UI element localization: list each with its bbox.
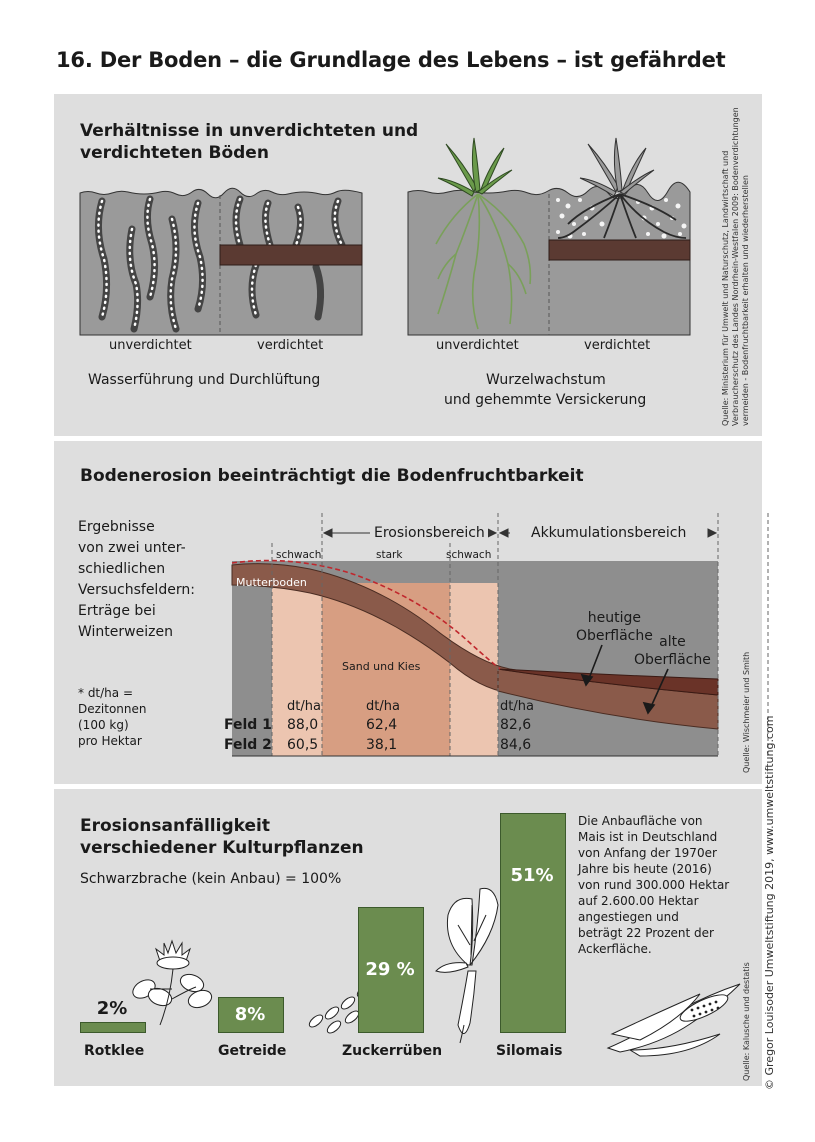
panel-soil-erosion (54, 441, 762, 784)
topsoil-label: Mutterboden (236, 576, 307, 589)
label-today-line1: heutige (587, 610, 642, 626)
section1-source-line2: Verbraucherschutz des Landes Nordrhein-Westfalen 2009: Bodenverdichtungen (731, 107, 740, 426)
zone-accumulation-label: Akkumulationsbereich (528, 525, 689, 541)
crop-label: Rotklee (84, 1043, 145, 1059)
section3-heading (80, 815, 364, 859)
unit-label-3: dt/ha (500, 699, 534, 714)
note-line: angestiegen und (578, 910, 679, 924)
caption-water-aeration: Wasserführung und Durchlüftung (88, 372, 321, 388)
note-line: beträgt 22 Prozent der (578, 926, 714, 940)
footnote-line: pro Hektar (78, 734, 142, 748)
label-old-line1: alte (659, 634, 686, 650)
intro-line: von zwei unter- (78, 540, 186, 556)
note-line: Ackerfläche. (578, 942, 652, 956)
section1-source-line1: Quelle: Ministerium für Umwelt und Naturschutz, Landwirtschaft und (721, 150, 730, 426)
field1-value-weak: 88,0 (287, 717, 319, 733)
section2-source: Quelle: Wischmeier und Smith (742, 651, 751, 773)
note-line: Jahre bis heute (2016) (578, 862, 712, 876)
section3-heading-line1: Erosionsanfälligkeit (80, 816, 270, 836)
field2-value-strong: 38,1 (366, 737, 398, 753)
footnote-line: (100 kg) (78, 718, 129, 732)
intro-line: Versuchsfeldern: (78, 582, 195, 598)
caption-root-growth-line1: Wurzelwachstum (486, 372, 606, 388)
page-title: 16. Der Boden – die Grundlage des Lebens – ist gefährdet (56, 48, 726, 72)
section3-subtitle: Schwarzbrache (kein Anbau) = 100% (80, 871, 342, 887)
copyright-notice: © Gregor Louisoder Umweltstiftung 2019, www.umweltstiftung.com (763, 715, 776, 1090)
note-line: auf 2.600.00 Hektar (578, 894, 699, 908)
maize-note (578, 813, 729, 957)
bar-rotklee (80, 1022, 146, 1033)
intro-line: schiedlichen (78, 561, 166, 577)
section3-heading-line2: verschiedener Kulturpflanzen (80, 838, 364, 858)
section2-intro (78, 517, 195, 643)
field2-value-accumulation: 84,6 (500, 737, 532, 753)
field1-value-strong: 62,4 (366, 717, 398, 733)
field2-label: Feld 2 (224, 737, 272, 753)
section1-source (721, 107, 751, 426)
zone-weak-label-1: schwach (276, 549, 322, 561)
section2-heading: Bodenerosion beeinträchtigt die Bodenfruchtbarkeit (80, 466, 584, 486)
label-old-surface (634, 633, 711, 669)
intro-line: Winterweizen (78, 624, 173, 640)
section3-source: Quelle: Kalusche und destatis (742, 962, 751, 1081)
bar-value-label: 51% (510, 865, 554, 886)
caption-root-growth-line2: und gehemmte Versickerung (444, 392, 647, 408)
label-uncompacted-right: unverdichtet (436, 338, 519, 353)
bar-value-label: 2% (96, 998, 128, 1019)
bar-value-label: 29 % (365, 959, 415, 980)
crop-label: Silomais (496, 1043, 563, 1059)
section1-heading (80, 120, 418, 164)
field1-label: Feld 1 (224, 717, 272, 733)
water-aeration-illustration (80, 189, 362, 339)
root-growth-illustration (408, 134, 690, 339)
unit-label-2: dt/ha (366, 699, 400, 714)
note-line: Mais ist in Deutschland (578, 830, 718, 844)
footnote-line: Dezitonnen (78, 702, 147, 716)
section2-footnote (78, 685, 147, 749)
note-line: von rund 300.000 Hektar (578, 878, 730, 892)
intro-line: Ergebnisse (78, 519, 155, 535)
label-old-line2: Oberfläche (634, 652, 711, 668)
label-today-line2: Oberfläche (576, 628, 653, 644)
label-uncompacted-left: unverdichtet (109, 338, 192, 353)
bar-value-label: 8% (234, 1004, 266, 1025)
intro-line: Erträge bei (78, 603, 156, 619)
section1-heading-line1: Verhältnisse in unverdichteten und (80, 121, 419, 141)
label-compacted-right: verdichtet (584, 338, 651, 353)
section1-source-line3: vermeiden - Bodenfruchtbarkeit erhalten und wiederherstellen (741, 175, 750, 426)
section1-heading-line2: verdichteten Böden (80, 143, 269, 163)
sand-gravel-label: Sand und Kies (342, 660, 421, 673)
footnote-line: * dt/ha = (78, 686, 134, 700)
zone-strong-label: stark (376, 549, 403, 561)
zone-erosion-label: Erosionsbereich (371, 525, 488, 541)
unit-label-1: dt/ha (287, 699, 321, 714)
zone-weak-label-2: schwach (446, 549, 492, 561)
note-line: Die Anbaufläche von (578, 814, 703, 828)
label-compacted-left: verdichtet (257, 338, 324, 353)
field2-value-weak: 60,5 (287, 737, 319, 753)
field1-value-accumulation: 82,6 (500, 717, 532, 733)
crop-label: Getreide (218, 1043, 287, 1059)
bar-silomais (500, 813, 566, 1033)
note-line: von Anfang der 1970er (578, 846, 717, 860)
panel-crop-erosion (54, 789, 762, 1086)
crop-label: Zuckerrüben (342, 1043, 443, 1059)
panel-soil-compaction (54, 94, 762, 436)
corn-icon (600, 964, 750, 1054)
